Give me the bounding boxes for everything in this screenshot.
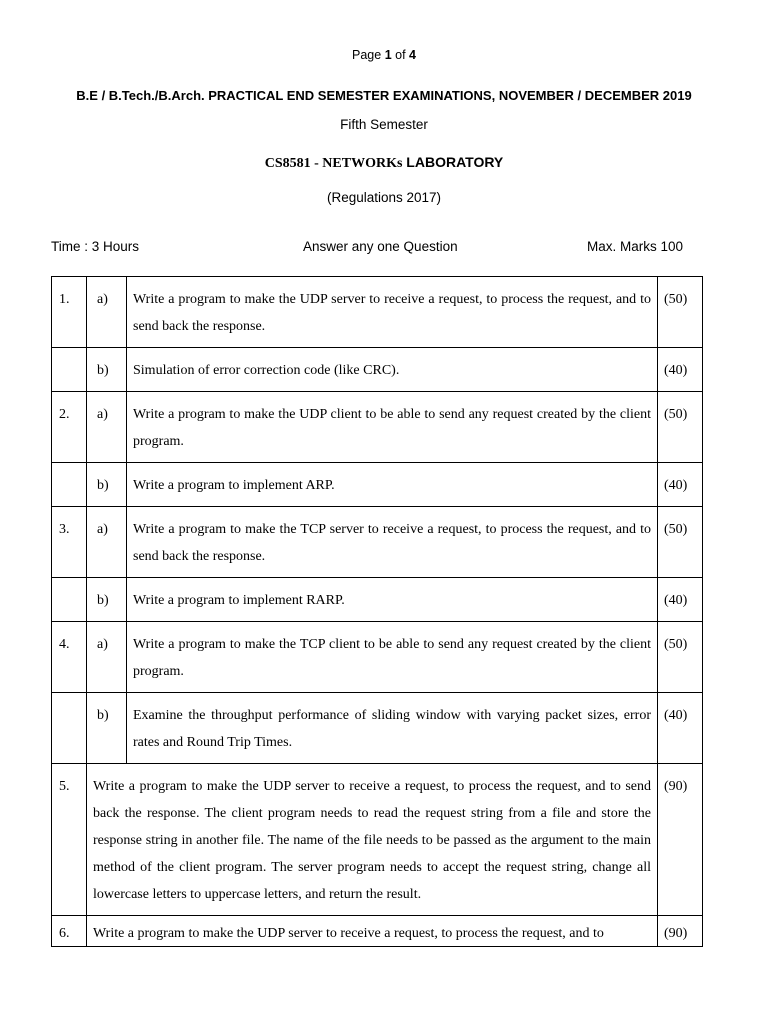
question-table [51,276,703,947]
course-code: CS8581 - NETWORKs [264,156,403,171]
exam-instruction: Answer any one Question [303,239,458,254]
question-part: b) [87,578,127,622]
question-number [52,578,87,622]
question-number: 2. [52,392,87,463]
question-row [52,578,703,622]
exam-title: B.E / B.Tech./B.Arch. PRACTICAL END SEMESTER EXAMINATIONS, NOVEMBER / DECEMBER 2019 [76,88,692,103]
question-number [52,693,87,764]
question-text: Write a program to make the UDP server to receive a request, to process the request, and to send back the response. [127,277,658,348]
question-row [52,277,703,348]
course-title [0,154,768,172]
course-name: LABORATORY [402,154,504,170]
question-row [52,622,703,693]
question-number [52,348,87,392]
question-row [52,463,703,507]
question-marks: (40) [658,348,703,392]
page-number [0,48,768,62]
question-number [52,463,87,507]
regulations: (Regulations 2017) [326,190,442,205]
question-row [52,348,703,392]
question-text: Simulation of error correction code (like CRC). [127,348,658,392]
page-current: 1 [384,48,392,62]
exam-duration: Time : 3 Hours [51,239,140,254]
question-number: 5. [52,764,87,916]
question-row [52,764,703,916]
question-part: b) [87,463,127,507]
question-marks: (90) [658,764,703,916]
question-text: Write a program to implement RARP. [127,578,658,622]
question-number: 6. [52,916,87,947]
question-marks: (40) [658,693,703,764]
page-of: of [391,48,410,62]
question-text: Examine the throughput performance of sliding window with varying packet sizes, error rates and Round Trip Times. [127,693,658,764]
question-text: Write a program to make the UDP server to receive a request, to process the request, and to [87,916,658,947]
question-part: a) [87,392,127,463]
question-row [52,693,703,764]
question-marks: (50) [658,277,703,348]
page-prefix: Page [352,48,385,62]
question-text: Write a program to make the TCP server to receive a request, to process the request, and to send back the response. [127,507,658,578]
question-row [52,507,703,578]
question-part: a) [87,277,127,348]
question-row [52,916,703,947]
question-marks: (50) [658,507,703,578]
question-number: 1. [52,277,87,348]
question-row [52,392,703,463]
question-part: a) [87,622,127,693]
question-marks: (50) [658,622,703,693]
question-part: a) [87,507,127,578]
question-number: 4. [52,622,87,693]
page-total: 4 [409,48,416,62]
question-text: Write a program to make the UDP client to be able to send any request created by the client program. [127,392,658,463]
question-marks: (90) [658,916,703,947]
question-part: b) [87,348,127,392]
question-marks: (50) [658,392,703,463]
question-text: Write a program to implement ARP. [127,463,658,507]
question-part: b) [87,693,127,764]
question-text: Write a program to make the UDP server to receive a request, to process the request, and to send back the response. The client program needs to read the request string from a file and store the response string in another file. The name of the file needs to be passed as the argument to the main method of the client program. The server program needs to accept the request string, change all lowercase letters to uppercase letters, and return the result. [87,764,658,916]
semester: Fifth Semester [340,117,428,132]
question-text: Write a program to make the TCP client to be able to send any request created by the client program. [127,622,658,693]
question-marks: (40) [658,463,703,507]
max-marks: Max. Marks 100 [587,239,684,254]
question-number: 3. [52,507,87,578]
question-marks: (40) [658,578,703,622]
